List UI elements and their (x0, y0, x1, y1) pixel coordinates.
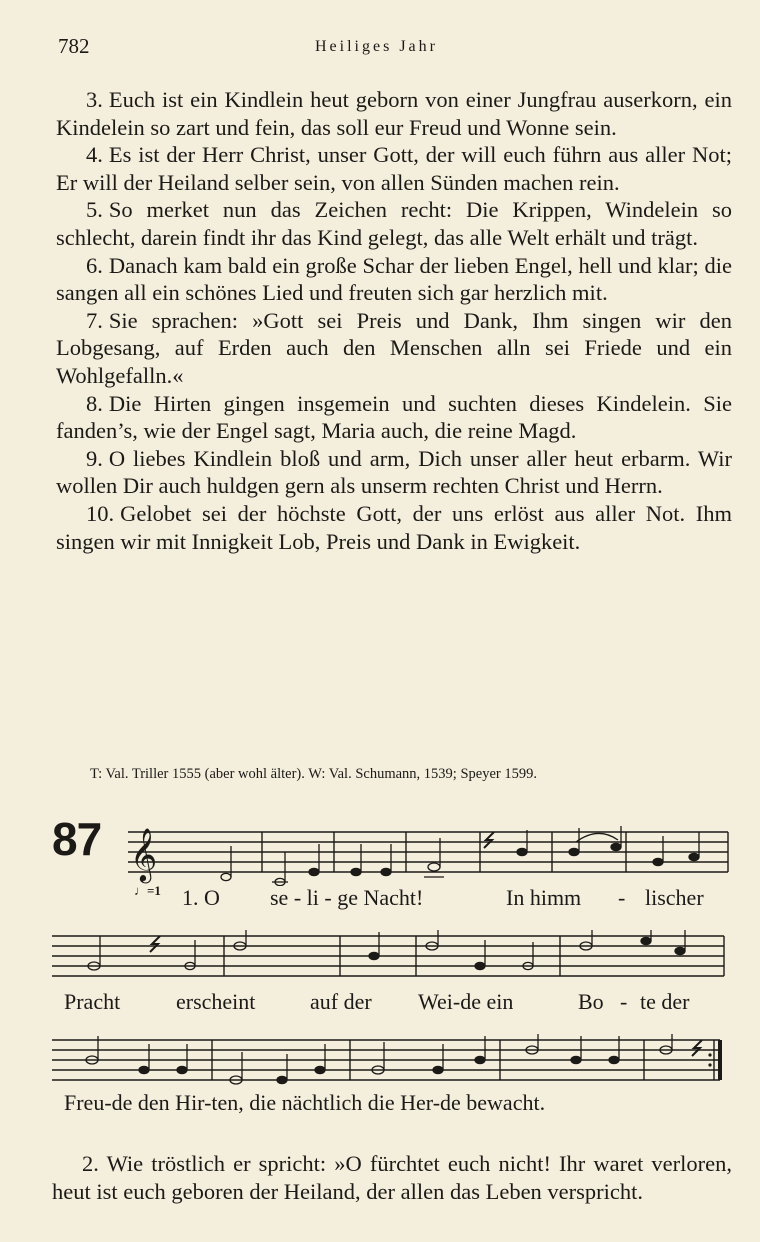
verse-text: Euch ist ein Kindlein heut geborn von einer Jungfrau auserkorn, ein Kindelein so zart und fein, das soll eur Freud und Wonne sein. (56, 87, 732, 140)
verse-5 (56, 196, 732, 251)
verse-9 (56, 445, 732, 500)
lyric: erscheint (176, 989, 256, 1014)
lyrics-line-3 (64, 1090, 545, 1116)
verse-text: Sie sprachen: »Gott sei Preis und Dank, Ihm singen wir den Lobgesang, auf Erden auch den Menschen alln sei Friede und ein Wohlgefalln.« (56, 307, 732, 388)
svg-text:𝄞: 𝄞 (130, 827, 158, 881)
lyric: Bo (578, 989, 604, 1014)
lyric: - (618, 885, 626, 910)
verse-number: 6. (86, 252, 103, 278)
verse-number: 5. (86, 197, 103, 223)
verse-text: Die Hirten gingen insgemein und suchten dieses Kindelein. Sie fanden’s, wie der Engel sagt, Maria auch, die reine Magd. (56, 390, 732, 444)
verse-7 (56, 307, 732, 390)
source-credits: T: Val. Triller 1555 (aber wohl älter). W: Val. Schumann, 1539; Speyer 1599. (90, 766, 537, 782)
music-staff-1 (128, 826, 732, 886)
verse-number: 4. (86, 142, 103, 168)
running-head: Heiliges Jahr (315, 38, 438, 55)
verse-3 (56, 86, 732, 141)
verse-list (56, 86, 732, 555)
music-staff-3 (52, 1034, 728, 1090)
lyric: te der (640, 989, 690, 1014)
lyric: - (620, 989, 628, 1014)
verse-10 (56, 500, 732, 555)
verse-text: Es ist der Herr Christ, unser Gott, der will euch führn aus aller Not; Er will der Heiland selber sein, von allen Sünden machen rein. (56, 142, 732, 195)
verse-text: Wie tröstlich er spricht: »O fürchtet euch nicht! Ihr waret verloren, heut ist euch geboren der Heiland, der allen das Leben verspricht. (52, 1150, 733, 1204)
lyric: Pracht (64, 989, 121, 1014)
verse-8 (56, 390, 732, 445)
lyric: Freu-de den Hir-ten, die nächtlich die Her-de bewacht. (64, 1090, 546, 1115)
lyric: In himm (506, 885, 582, 910)
verse-4 (56, 141, 732, 196)
verse-text: So merket nun das Zeichen recht: Die Krippen, Windelein so schlecht, darein findt ihr das Kind gelegt, das alle Welt erhält und trägt. (56, 197, 732, 250)
verse-number: 9. (86, 445, 103, 471)
verse-number: 8. (86, 390, 103, 416)
verse-number: 3. (86, 87, 103, 112)
lyric: se - li - ge Nacht! (270, 885, 424, 910)
verse-number: 2. (82, 1150, 99, 1176)
page-number: 782 (58, 34, 90, 58)
verse-6 (56, 252, 732, 307)
lyrics-line-2 (0, 989, 760, 1019)
tempo-mark: ♩=1 (134, 883, 161, 898)
verse-text: Gelobet sei der höchste Gott, der uns erlöst aus aller Not. Ihm singen wir mit Innigkeit Lob, Preis und Dank in Ewigkeit. (56, 500, 732, 554)
lyric: Wei-de ein (418, 989, 514, 1014)
lyrics-line-1 (0, 885, 760, 915)
verse-number: 7. (86, 307, 103, 333)
lyric: lischer (645, 885, 704, 910)
hymn-number: 87 (52, 813, 102, 865)
lyric: auf der (310, 989, 372, 1014)
verse-2-text (52, 1150, 732, 1206)
lyric: 1. O (182, 885, 220, 910)
verse-text: O liebes Kindlein bloß und arm, Dich unser aller heut erbarm. Wir wollen Dir auch huldgen gern als unserm rechten Christ und Herrn. (56, 445, 732, 499)
verse-text: Danach kam bald ein große Schar der lieben Engel, hell und klar; die sangen all ein schönes Lied und freuten sich gar herzlich mit. (56, 252, 732, 306)
music-staff-2 (52, 930, 728, 986)
verse-number: 10. (86, 500, 115, 526)
